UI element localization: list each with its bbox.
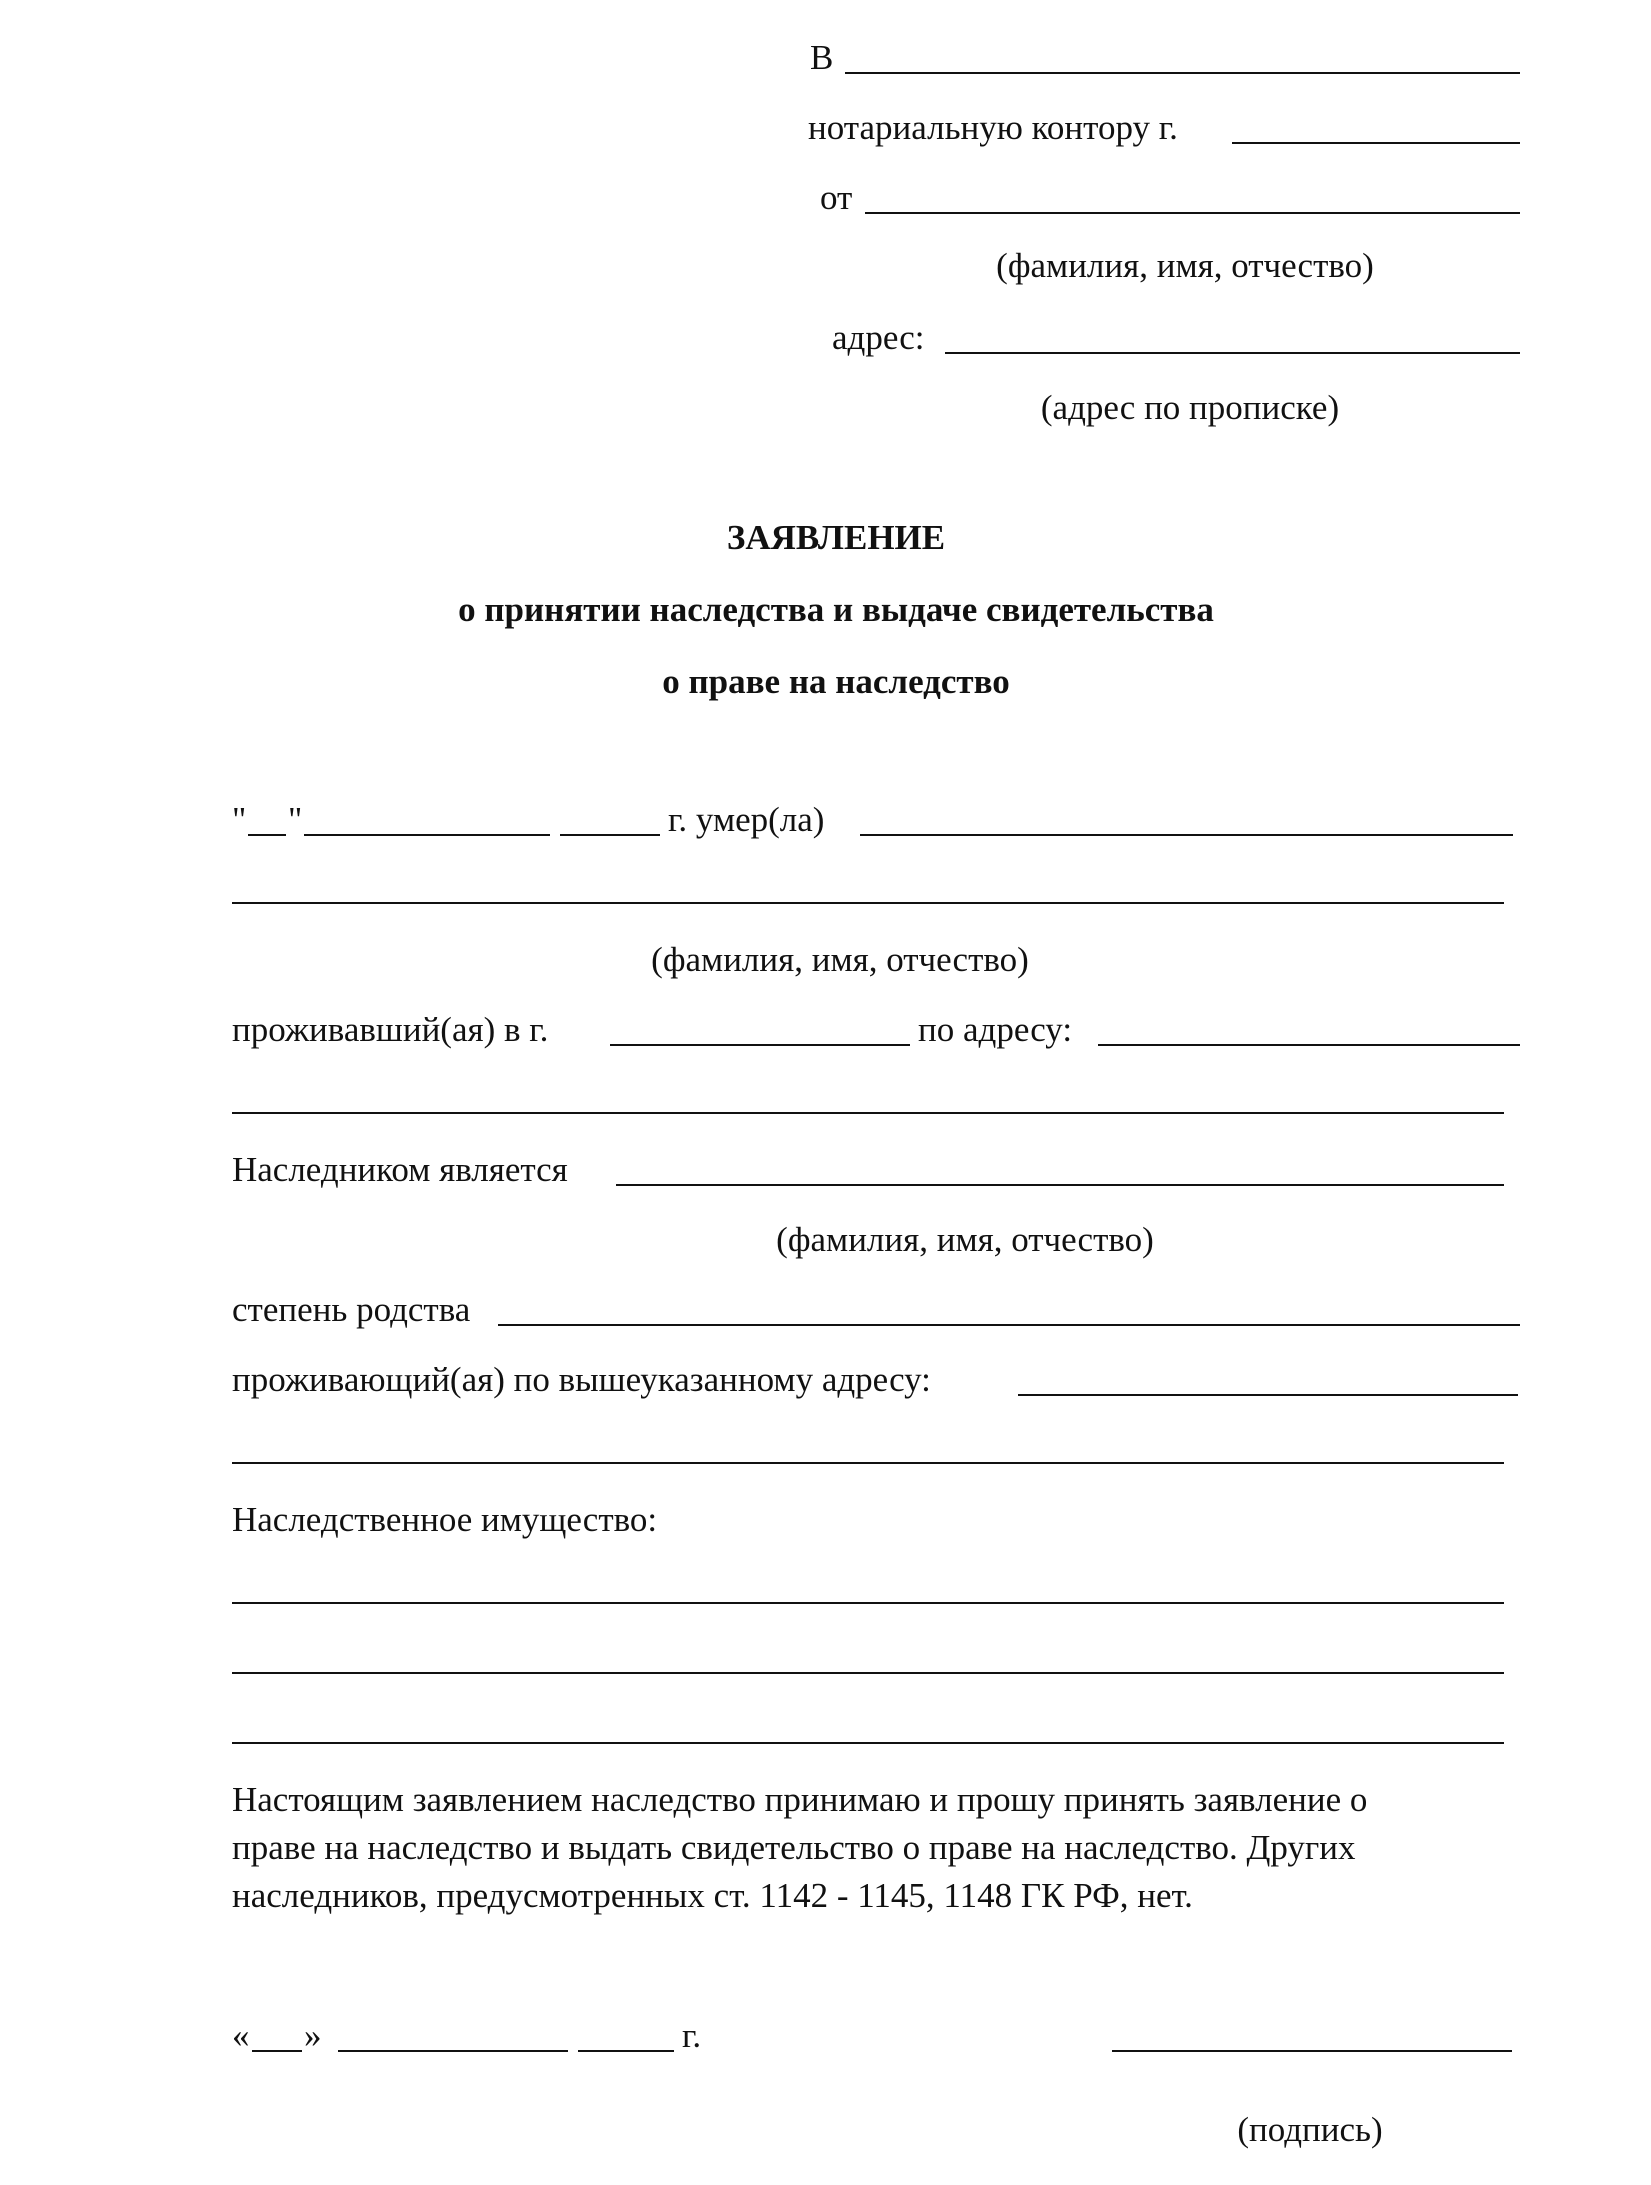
signature-caption: (подпись) — [1237, 2110, 1383, 2149]
deceased-city-field[interactable] — [610, 1044, 910, 1046]
estate-field-line2[interactable] — [232, 1672, 1504, 1674]
statement-line-3: наследников, предусмотренных ст. 1142 - 1145, 1148 ГК РФ, нет. — [232, 1876, 1193, 1915]
deceased-name-field-continued[interactable] — [232, 902, 1504, 904]
document-subtitle-line1: о принятии наследства и выдаче свидетельства — [458, 590, 1214, 629]
sign-month-field[interactable] — [338, 2050, 568, 2052]
deceased-fio-caption: (фамилия, имя, отчество) — [651, 940, 1029, 979]
date-close-quote: " — [288, 800, 303, 839]
kinship-field[interactable] — [498, 1324, 1520, 1326]
document-subtitle-line2: о праве на наследство — [662, 662, 1010, 701]
footer-year-suffix: г. — [682, 2016, 702, 2055]
at-address-label: по адресу: — [918, 1010, 1073, 1049]
date-open-quote: " — [232, 800, 247, 839]
sign-year-field[interactable] — [578, 2050, 674, 2052]
kinship-label: степень родства — [232, 1290, 471, 1329]
death-year-field[interactable] — [560, 834, 660, 836]
residing-label: проживающий(ая) по вышеуказанному адресу: — [232, 1360, 931, 1399]
deceased-name-field[interactable] — [860, 834, 1513, 836]
footer-date-open: « — [232, 2016, 250, 2055]
signature-field[interactable] — [1112, 2050, 1512, 2052]
applicant-name-field[interactable] — [865, 212, 1520, 214]
address-label: адрес: — [832, 318, 925, 357]
estate-field-line1[interactable] — [232, 1602, 1504, 1604]
lived-label: проживавший(ая) в г. — [232, 1010, 549, 1049]
residing-field-continued[interactable] — [232, 1462, 1504, 1464]
notary-city-field[interactable] — [1232, 142, 1520, 144]
deceased-address-field[interactable] — [1098, 1044, 1520, 1046]
applicant-fio-caption: (фамилия, имя, отчество) — [996, 246, 1374, 285]
heir-name-field[interactable] — [616, 1184, 1504, 1186]
heir-label: Наследником является — [232, 1150, 568, 1189]
notary-office-label: нотариальную контору г. — [808, 108, 1178, 147]
heir-fio-caption: (фамилия, имя, отчество) — [776, 1220, 1154, 1259]
to-prefix: В — [810, 38, 834, 77]
sign-day-field[interactable] — [252, 2050, 302, 2052]
estate-field-line3[interactable] — [232, 1742, 1504, 1744]
document-title: ЗАЯВЛЕНИЕ — [726, 518, 946, 557]
died-label: г. умер(ла) — [668, 800, 825, 839]
death-day-field[interactable] — [248, 834, 286, 836]
residing-field[interactable] — [1018, 1394, 1518, 1396]
from-prefix: от — [820, 178, 853, 217]
notary-name-field[interactable] — [845, 72, 1520, 74]
deceased-address-field-continued[interactable] — [232, 1112, 1504, 1114]
applicant-address-field[interactable] — [945, 352, 1520, 354]
death-month-field[interactable] — [304, 834, 550, 836]
estate-label: Наследственное имущество: — [232, 1500, 658, 1539]
statement-line-2: праве на наследство и выдать свидетельство о праве на наследство. Других — [232, 1828, 1356, 1867]
statement-line-1: Настоящим заявлением наследство принимаю и прошу принять заявление о — [232, 1780, 1368, 1819]
footer-date-close: » — [304, 2016, 322, 2055]
address-caption: (адрес по прописке) — [1040, 388, 1340, 427]
